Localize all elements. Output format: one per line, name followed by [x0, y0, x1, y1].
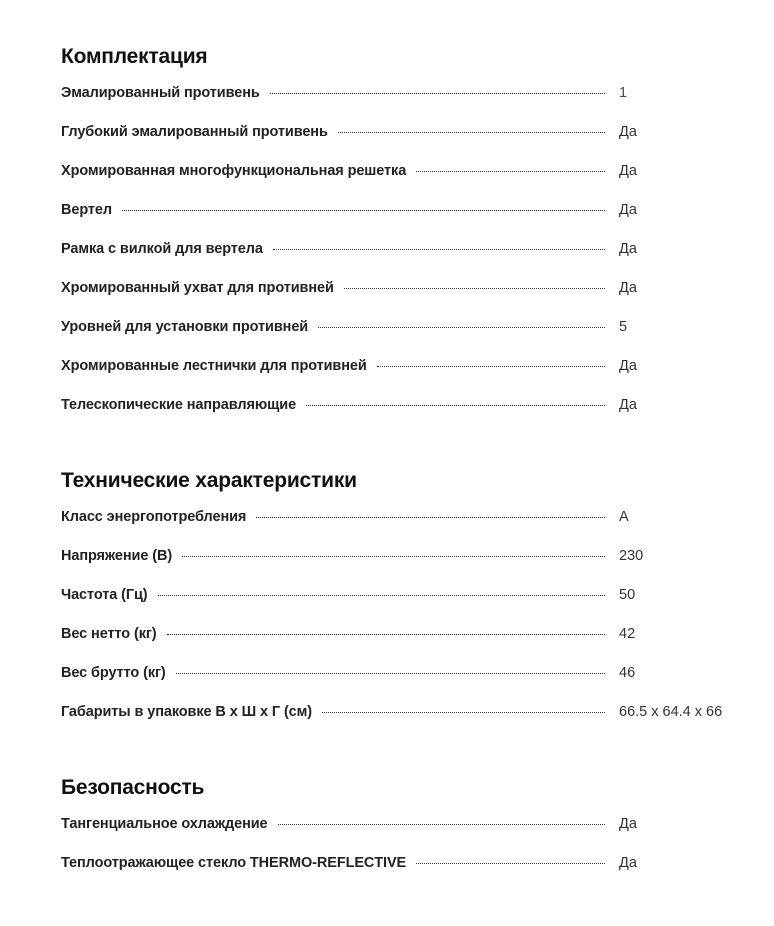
spec-value: A [619, 509, 629, 525]
dot-leader [176, 672, 605, 674]
spec-row [61, 356, 741, 395]
spec-row [61, 546, 741, 585]
spec-label: Вес брутто (кг) [61, 665, 166, 681]
dot-leader [273, 248, 605, 250]
spec-label: Вес нетто (кг) [61, 626, 157, 642]
spec-row [61, 122, 741, 161]
spec-row [61, 507, 741, 546]
spec-label: Хромированные лестнички для противней [61, 358, 367, 374]
section-tech-specs [61, 468, 741, 741]
spec-label: Рамка с вилкой для вертела [61, 241, 263, 257]
spec-value: Да [619, 397, 637, 413]
dot-leader [377, 365, 605, 367]
dot-leader [306, 404, 605, 406]
spec-row [61, 161, 741, 200]
spec-row [61, 663, 741, 702]
spec-row [61, 624, 741, 663]
spec-label: Тангенциальное охлаждение [61, 816, 268, 832]
spec-value: 1 [619, 85, 628, 101]
section-title: Технические характеристики [61, 469, 357, 492]
spec-value: 42 [619, 626, 636, 642]
dot-leader [278, 823, 605, 825]
spec-value: Да [619, 855, 637, 871]
spec-label: Глубокий эмалированный противень [61, 124, 328, 140]
spec-label: Хромированный ухват для противней [61, 280, 334, 296]
dot-leader [256, 516, 605, 518]
dot-leader [338, 131, 605, 133]
spec-row [61, 853, 741, 892]
spec-value: Да [619, 202, 637, 218]
spec-row [61, 395, 741, 434]
spec-row [61, 83, 741, 122]
spec-row [61, 814, 741, 853]
spec-value: 66.5 x 64.4 x 66 [619, 704, 723, 720]
spec-row [61, 585, 741, 624]
spec-row [61, 702, 741, 741]
spec-value: Да [619, 358, 637, 374]
spec-label: Напряжение (В) [61, 548, 173, 564]
dot-leader [167, 633, 605, 635]
spec-row [61, 200, 741, 239]
spec-label: Класс энергопотребления [61, 509, 247, 525]
spec-label: Эмалированный противень [61, 85, 260, 101]
section-safety [61, 775, 741, 892]
spec-label: Вертел [61, 202, 112, 218]
spec-label: Частота (Гц) [61, 587, 148, 603]
dot-leader [270, 92, 605, 94]
spec-row [61, 239, 741, 278]
spec-row [61, 317, 741, 356]
spec-value: Да [619, 124, 637, 140]
spec-value: Да [619, 280, 637, 296]
spec-sheet [61, 40, 741, 926]
dot-leader [416, 170, 605, 172]
dot-leader [318, 326, 605, 328]
spec-label: Теплоотражающее стекло THERMO-REFLECTIVE [61, 855, 407, 871]
spec-value: Да [619, 163, 637, 179]
dot-leader [322, 711, 605, 713]
dot-leader [416, 862, 605, 864]
spec-value: 5 [619, 319, 628, 335]
spec-label: Хромированная многофункциональная решетка [61, 163, 407, 179]
spec-value: Да [619, 816, 637, 832]
dot-leader [344, 287, 605, 289]
spec-label: Телескопические направляющие [61, 397, 297, 413]
section-title: Безопасность [61, 776, 205, 799]
dot-leader [158, 594, 605, 596]
section-komplektatsiya [61, 44, 741, 434]
section-title: Комплектация [61, 45, 208, 68]
spec-value: 50 [619, 587, 636, 603]
spec-value: Да [619, 241, 637, 257]
dot-leader [182, 555, 605, 557]
spec-value: 230 [619, 548, 644, 564]
spec-row [61, 278, 741, 317]
spec-label: Уровней для установки противней [61, 319, 309, 335]
dot-leader [122, 209, 605, 211]
spec-value: 46 [619, 665, 636, 681]
spec-label: Габариты в упаковке В х Ш х Г (см) [61, 704, 312, 720]
